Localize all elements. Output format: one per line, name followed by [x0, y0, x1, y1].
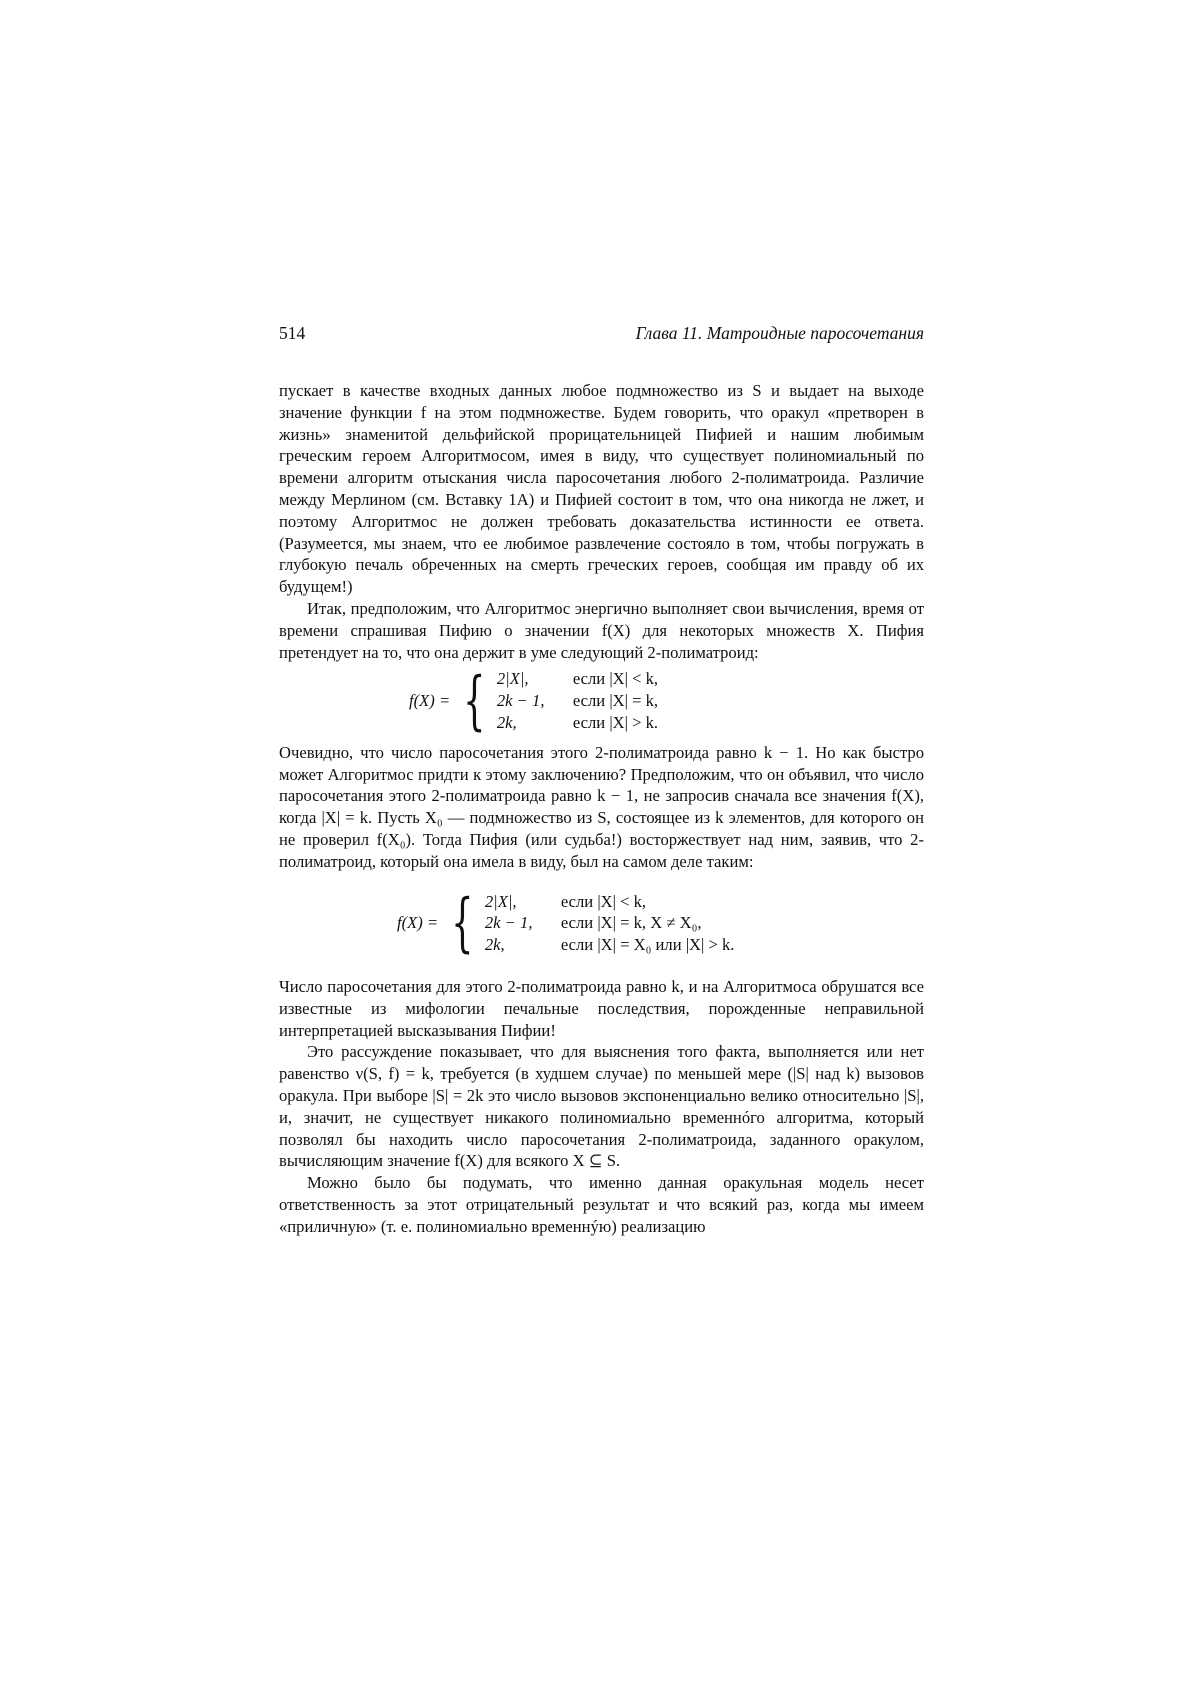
left-brace-icon: {: [451, 886, 474, 961]
case-value: 2|X|,: [484, 891, 517, 911]
case-condition: если |X| < k,: [560, 891, 647, 911]
page-header: [279, 323, 924, 349]
paragraph: Очевидно, что число паросочетания этого 2-полиматроида равно k − 1. Но как быстро может Алгоритмос придти к этому заключению? Предположим, что он объявил, что число паросочетания этого 2-полиматроида равно k − 1, не запросив сначала все значения f(X), когда |X| = k. Пусть X₀ — подмножество из S, состоящее из k элементов, для которого он не проверил f(X₀). Тогда Пифия (или судьба!) восторжествует над ним, заявив, что 2-полиматроид, который она имела в виду, был на самом деле таким:: [279, 742, 924, 871]
running-title: Глава 11. Матроидные паросочетания: [635, 323, 924, 343]
paragraph: Число паросочетания для этого 2-полиматроида равно k, и на Алгоритмоса обрушатся все известные из мифологии печальные последствия, порожденные неправильной интерпретацией высказывания Пифии!: [279, 976, 924, 1040]
page-number: 514: [279, 323, 306, 343]
case-value: 2|X|,: [496, 669, 529, 689]
case-value: 2k − 1,: [496, 691, 545, 711]
case-condition: если |X| < k,: [572, 669, 659, 689]
piecewise-formula: [279, 886, 924, 961]
paragraph: Итак, предположим, что Алгоритмос энергично выполняет свои вычисления, время от времени спрашивая Пифию о значении f(X) для некоторых множеств X. Пифия претендует на то, что она держит в уме следующий 2-полиматроид:: [279, 598, 924, 662]
formula-lhs: f(X) =: [397, 913, 439, 933]
case-condition: если |X| = k, X ≠ X₀,: [560, 913, 702, 933]
formula-lhs: f(X) =: [409, 691, 451, 711]
formula-cases: [485, 891, 735, 956]
case-value: 2k,: [484, 935, 505, 955]
case-value: 2k − 1,: [484, 913, 533, 933]
paragraph: Это рассуждение показывает, что для выяснения того факта, выполняется или нет равенство ν(S, f) = k, требуется (в худшем случае) по меньшей мере (|S| над k) вызовов оракула. При выборе |S| = 2k это число вызовов экспоненциально велико относительно |S|, и, значит, не существует никакого полиномиально временнóго алгоритма, который позволял бы находить число паросочетания 2-полиматроида, заданного оракулом, вычисляющим значение f(X) для всякого X ⊆ S.: [279, 1042, 924, 1171]
paragraph: Можно было бы подумать, что именно данная оракульная модель несет ответственность за этот отрицательный результат и что всякий раз, когда мы имеем «приличную» (т. е. полиномиально временнýю) реализацию: [279, 1173, 924, 1236]
case-condition: если |X| = X₀ или |X| > k.: [560, 935, 735, 955]
case-condition: если |X| = k,: [572, 691, 659, 711]
page-body: [279, 380, 924, 1237]
paragraph: пускает в качестве входных данных любое подмножество из S и выдает на выходе значение функции f на этом подмножестве. Будем говорить, что оракул «претворен в жизнь» знаменитой дельфийской прорицательницей Пифией и нашим любимым греческим героем Алгоритмосом, имея в виду, что существует полиномиальный по времени алгоритм отыскания числа паросочетания любого 2-полиматроида. Различие между Мерлином (см. Вставку 1А) и Пифией состоит в том, что она никогда не лжет, и поэтому Алгоритмос не должен требовать доказательства истинности ее ответа. (Разумеется, мы знаем, что ее любимое развлечение состояло в том, чтобы погружать в глубокую печаль обреченных на смерть греческих героев, сообщая им правду об их будущем!): [279, 381, 924, 597]
piecewise-formula: [279, 664, 924, 739]
left-brace-icon: {: [463, 664, 486, 739]
formula-cases: [497, 668, 658, 733]
case-value: 2k,: [496, 712, 517, 732]
case-condition: если |X| > k.: [572, 712, 659, 732]
